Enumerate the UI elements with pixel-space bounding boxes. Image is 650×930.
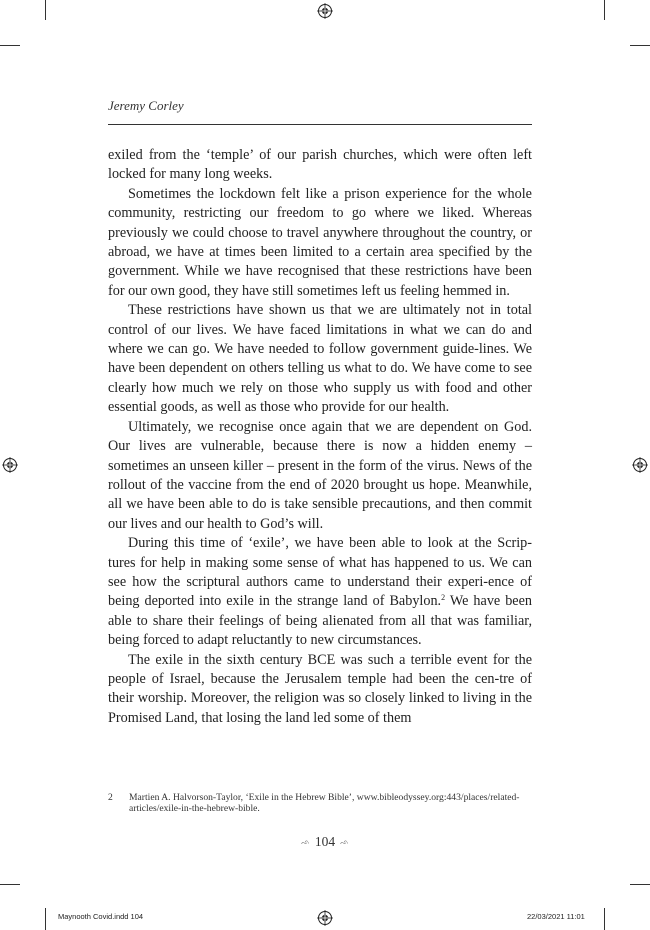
page-folio — [0, 834, 650, 850]
body-text — [108, 146, 532, 728]
crop-mark-top-left-vertical — [45, 0, 46, 20]
header-rule — [108, 124, 532, 125]
running-head-author: Jeremy Corley — [108, 98, 184, 113]
crop-mark-top-right-horizontal — [630, 45, 650, 46]
paragraph: exiled from the ‘temple’ of our parish churches, which were often left locked for many long weeks. — [108, 147, 532, 183]
footnote — [108, 792, 532, 814]
crop-mark-bottom-right-horizontal — [630, 884, 650, 885]
crop-mark-bottom-left-horizontal — [0, 884, 20, 885]
paragraph: Ultimately, we recognise once again that we are dependent on God. Our lives are vulnerable, because there is now a hidden enemy – sometimes an unseen killer – present in the form of the virus. News of the rollout of the vaccine from the end of 2020 brought us hope. Meanwhile, all we have been able to do is take sensible precautions, and then commit our lives and our health to God’s will. — [108, 418, 532, 532]
footnote-text: Martien A. Halvorson-Taylor, ‘Exile in the Hebrew Bible’, www.bibleodyssey.org:443/places/related-articles/exile-in-the-hebrew-bible. — [129, 792, 520, 814]
slug-file-info: Maynooth Covid.indd 104 — [58, 912, 144, 921]
registration-mark-icon — [317, 910, 333, 926]
footnote-reference[interactable]: 2 — [441, 593, 446, 603]
registration-mark-icon — [317, 3, 333, 19]
crop-mark-bottom-right-vertical — [604, 908, 605, 930]
crop-mark-bottom-left-vertical — [45, 908, 46, 930]
paragraph: The exile in the sixth century BCE was such a terrible event for the people of Israel, because the Jerusalem temple had been the cen-tre of their worship. Moreover, the religion was so closely linked to living in the Promised Land, that losing the land led some of them — [108, 651, 532, 726]
paragraph-text: During this time of ‘exile’, we have been able to look at the Scrip-tures for help in making some sense of what has happened to us. We can see how the scriptural authors came to understand their experi-ence of being deported into exile in the strange land of Babylon. — [108, 535, 532, 610]
registration-mark-icon — [632, 457, 648, 473]
crop-mark-top-left-horizontal — [0, 45, 20, 46]
paragraph-text: We have been able to share their feelings of being alienated from all that was familiar, being forced to adapt reluctantly to new circumstances. — [108, 593, 532, 649]
paragraph: These restrictions have shown us that we are ultimately not in total control of our lives. We have faced limitations in what we can do and where we can go. We have needed to follow government guide-lines. We have been dependent on others telling us what to do. We have come to see clearly how much we rely on those who supply us with food and other essential goods, as well as those who provide for our health. — [108, 302, 532, 416]
slug-date-info: 22/03/2021 11:01 — [527, 912, 585, 921]
folio-ornament-icon: ᨒ — [340, 838, 349, 846]
registration-mark-icon — [2, 457, 18, 473]
paragraph: Sometimes the lockdown felt like a prison experience for the whole community, restricting our freedom to go where we liked. Whereas previously we could choose to travel anywhere throughout the country, or abroad, we have at times been limited to a certain area specified by the government. While we have recognised that these restrictions have been for our own good, they have still sometimes left us feeling hemmed in. — [108, 185, 532, 299]
footnote-number: 2 — [108, 792, 113, 803]
folio-ornament-icon: ᨒ — [301, 838, 310, 846]
paragraph — [108, 534, 532, 650]
page-number: 104 — [314, 834, 336, 849]
crop-mark-top-right-vertical — [604, 0, 605, 20]
